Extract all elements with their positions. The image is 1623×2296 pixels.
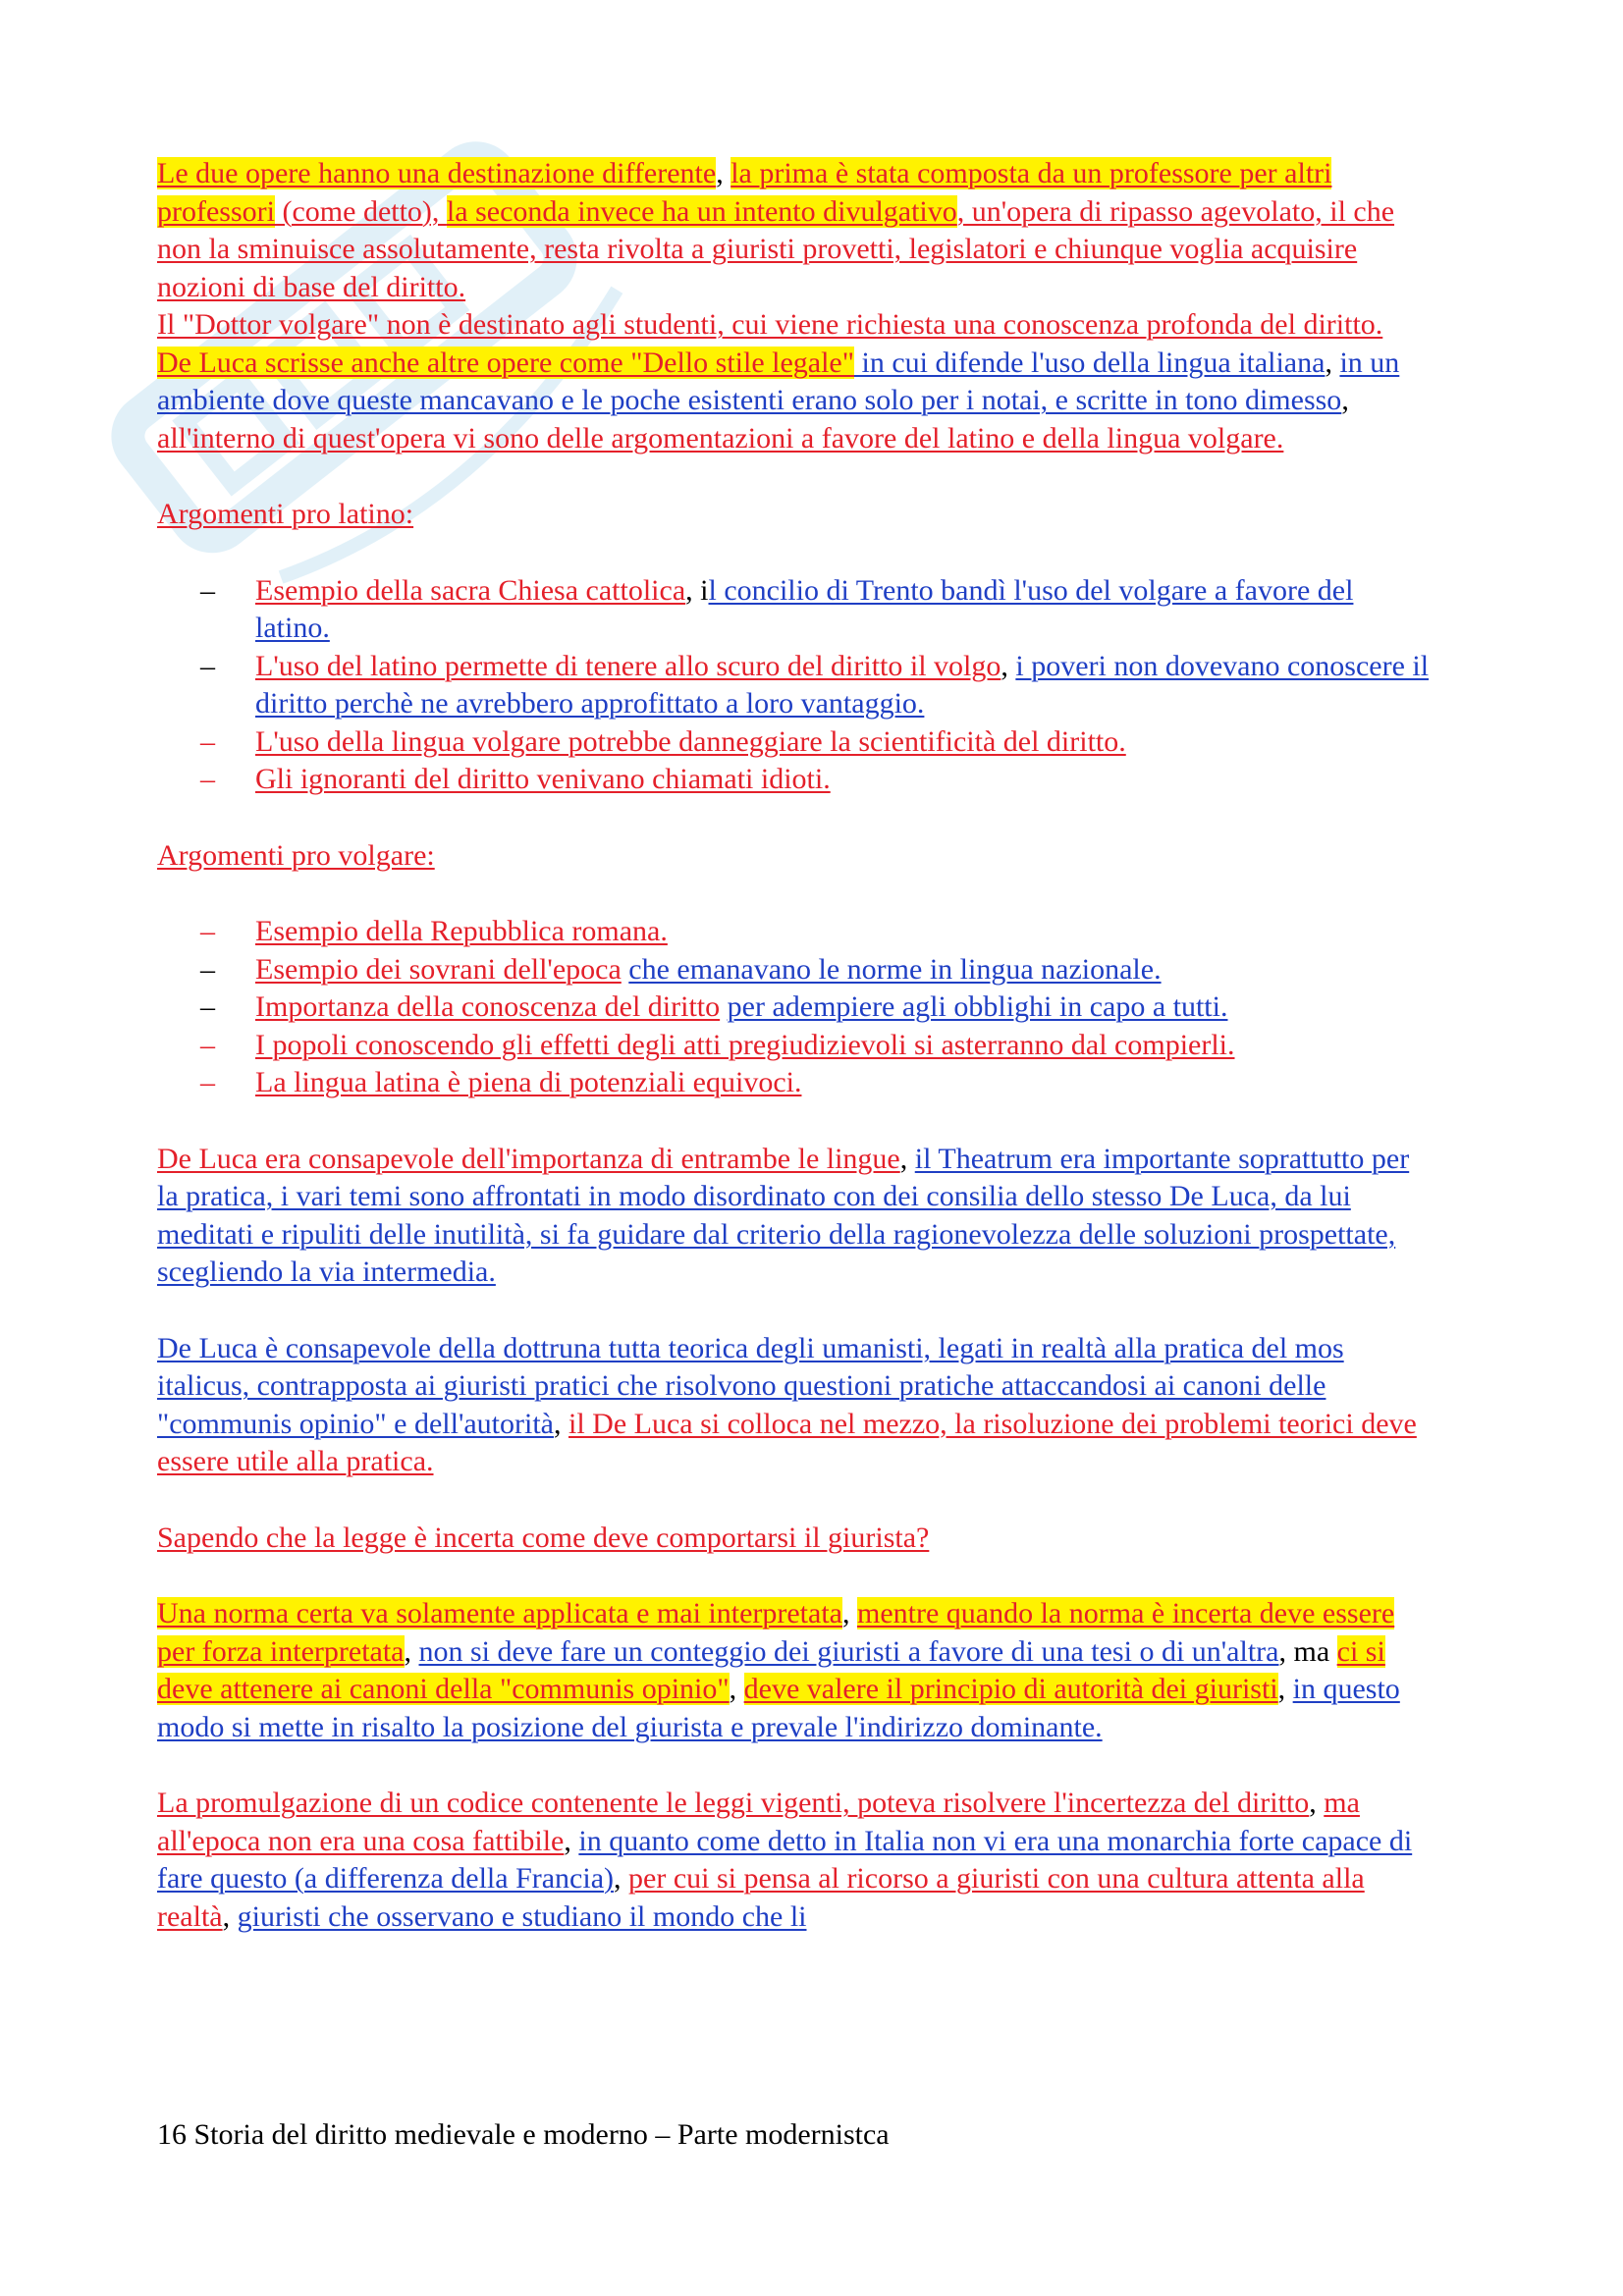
- text-segment: il Theatrum era importante soprattutto per la pratica, i vari temi sono affrontati in modo disordinato con dei consilia dello stesso De Luca, da lui meditati e ripuliti delle inutilità, si fa guidare dal criterio della ragionevolezza delle soluzioni prospettate, scegliendo la via intermedia.: [157, 1142, 1410, 1288]
- text-segment: il De Luca si colloca nel mezzo, la risoluzione dei problemi teorici deve essere utile alla pratica.: [157, 1407, 1417, 1477]
- volgare-heading-text: Argomenti pro volgare:: [157, 838, 435, 872]
- text-segment: in quanto come detto in Italia non vi era una monarchia forte capace di fare questo (a differenza della Francia): [157, 1824, 1413, 1895]
- text-segment: Esempio della Repubblica romana.: [255, 915, 668, 947]
- text-segment: , un'opera di ripasso agevolato, il che non la sminuisce assolutamente, resta rivolta a giuristi provetti, legislatori e chiunque voglia acquisire nozioni di base del diritto.: [157, 194, 1395, 303]
- text-segment: per adempiere agli obblighi in capo a tutti.: [727, 990, 1228, 1023]
- text-segment: [720, 990, 728, 1023]
- text-segment: La lingua latina è piena di potenziali equivoci.: [255, 1066, 802, 1098]
- text-segment: la prima è stata composta da un professore per altri professori: [157, 157, 1332, 228]
- dash-bullet-icon: –: [200, 990, 215, 1023]
- volgare-arguments-heading: [157, 837, 1434, 876]
- dash-bullet-icon: –: [200, 1066, 215, 1098]
- text-segment: ,: [899, 1142, 915, 1175]
- text-segment: Una norma certa va solamente applicata e mai interpretata: [157, 1597, 842, 1629]
- latin-arguments-heading: [157, 496, 1434, 534]
- paragraph-p3: [157, 345, 1434, 458]
- dash-bullet-icon: –: [200, 724, 215, 758]
- list-item: [157, 951, 1434, 989]
- list-item: [157, 1064, 1434, 1102]
- text-segment: ,: [1001, 649, 1016, 682]
- intro-paragraphs: [157, 155, 1434, 457]
- text-segment: Sapendo che la legge è incerta come deve comportarsi il giurista?: [157, 1521, 930, 1554]
- paragraph-p1: [157, 155, 1434, 306]
- paragraph-p5: [157, 1330, 1434, 1481]
- paragraph-p7: [157, 1595, 1434, 1746]
- text-segment: ,: [716, 157, 731, 189]
- text-segment: ,: [729, 1673, 744, 1705]
- text-segment: ,: [841, 1597, 857, 1629]
- text-segment: all'interno di quest'opera vi sono delle argomentazioni a favore del latino e della lingua volgare.: [157, 421, 1284, 454]
- paragraph-p6: [157, 1520, 1434, 1558]
- dash-bullet-icon: –: [200, 763, 215, 795]
- text-segment: ,: [1309, 1787, 1325, 1819]
- paragraph-p4: [157, 1141, 1434, 1292]
- list-item: [157, 988, 1434, 1027]
- list-item: [157, 1027, 1434, 1065]
- document-page: [157, 155, 1434, 1974]
- dash-bullet-icon: –: [200, 915, 215, 947]
- dash-bullet-icon: –: [200, 952, 215, 986]
- list-item: [157, 761, 1434, 799]
- text-segment: L'uso del latino permette di tenere allo scuro del diritto il volgo: [255, 649, 1001, 682]
- text-segment: ,: [1277, 1673, 1293, 1705]
- text-segment: l concilio di Trento bandì l'uso del volgare a favore del latino.: [255, 573, 1354, 644]
- text-segment: ci si deve attenere ai canoni della "communis opinio": [157, 1634, 1385, 1705]
- text-segment: I popoli conoscendo gli effetti degli atti pregiudizievoli si asterranno dal compierli.: [255, 1028, 1235, 1061]
- text-segment: De Luca scrisse anche altre opere come "Dello stile legale": [157, 346, 854, 379]
- list-item: [157, 723, 1434, 762]
- text-segment: ,: [1325, 346, 1340, 379]
- text-segment: (come detto),: [274, 194, 447, 228]
- dash-bullet-icon: –: [200, 649, 215, 682]
- text-segment: De Luca è consapevole della dottruna tutta teorica degli umanisti, legati in realtà alla pratica del mos italicus, contrapposta ai giuristi pratici che risolvono questioni pratiche attaccandosi ai canoni delle "communis opinio" e dell'autorità: [157, 1331, 1344, 1440]
- text-segment: , i: [685, 573, 709, 607]
- text-segment: ,: [222, 1899, 238, 1933]
- text-segment: in questo modo si mette in risalto la posizione del giurista e prevale l'indirizzo dominante.: [157, 1673, 1400, 1743]
- paragraph-p8: [157, 1785, 1434, 1936]
- volgare-arguments-list: [157, 913, 1434, 1102]
- page-footer: 16 Storia del diritto medievale e moderno – Parte modernistca: [157, 2118, 890, 2151]
- text-segment: mentre quando la norma è incerta deve essere per forza interpretata: [157, 1597, 1395, 1668]
- dash-bullet-icon: –: [200, 1028, 215, 1061]
- text-segment: Esempio della sacra Chiesa cattolica: [255, 573, 686, 607]
- text-segment: De Luca era consapevole dell'importanza di entrambe le lingue: [157, 1142, 900, 1175]
- text-segment: ,: [404, 1634, 419, 1668]
- text-segment: per cui si pensa al ricorso a giuristi con una cultura attenta alla realtà: [157, 1862, 1365, 1933]
- text-segment: La promulgazione di un codice contenente le leggi vigenti, poteva risolvere l'incertezza del diritto: [157, 1787, 1310, 1819]
- dash-bullet-icon: –: [200, 573, 215, 607]
- text-segment: Gli ignoranti del diritto venivano chiamati idioti.: [255, 763, 831, 795]
- text-segment: deve valere il principio di autorità dei giuristi: [743, 1673, 1278, 1705]
- text-segment: Importanza della conoscenza del diritto: [255, 990, 721, 1023]
- text-segment: ,: [1341, 384, 1349, 416]
- text-segment: ma all'epoca non era una cosa fattibile: [157, 1787, 1360, 1857]
- text-segment: non si deve fare un conteggio dei giuristi a favore di una tesi o di un'altra: [418, 1634, 1279, 1668]
- text-segment: L'uso della lingua volgare potrebbe danneggiare la scientificità del diritto.: [255, 724, 1126, 758]
- text-segment: giuristi che osservano e studiano il mondo che li: [237, 1899, 807, 1933]
- body-paragraphs: [157, 1141, 1434, 1937]
- text-segment: ,: [564, 1824, 579, 1857]
- text-segment: ,: [614, 1862, 629, 1895]
- list-item: [157, 572, 1434, 648]
- latin-arguments-list: [157, 572, 1434, 799]
- list-item: [157, 913, 1434, 951]
- text-segment: Esempio dei sovrani dell'epoca: [255, 952, 622, 986]
- list-item: [157, 648, 1434, 723]
- text-segment: la seconda invece ha un intento divulgativo: [446, 194, 957, 228]
- text-segment: i poveri non dovevano conoscere il diritto perchè ne avrebbero approfittato a loro vantaggio.: [255, 649, 1430, 720]
- text-segment: Il "Dottor volgare" non è destinato agli studenti, cui viene richiesta una conoscenza profonda del diritto.: [157, 308, 1383, 341]
- text-segment: che emanavano le norme in lingua nazionale.: [628, 952, 1162, 986]
- latin-heading-text: Argomenti pro latino:: [157, 498, 414, 530]
- text-segment: ,: [554, 1407, 568, 1440]
- paragraph-p2: [157, 306, 1434, 345]
- text-segment: Le due opere hanno una destinazione differente: [157, 157, 717, 189]
- text-segment: , ma: [1278, 1634, 1337, 1668]
- text-segment: in cui difende l'uso della lingua italiana: [854, 346, 1325, 379]
- text-segment: in un ambiente dove queste mancavano e le poche esistenti erano solo per i notai, e scritte in tono dimesso: [157, 346, 1400, 416]
